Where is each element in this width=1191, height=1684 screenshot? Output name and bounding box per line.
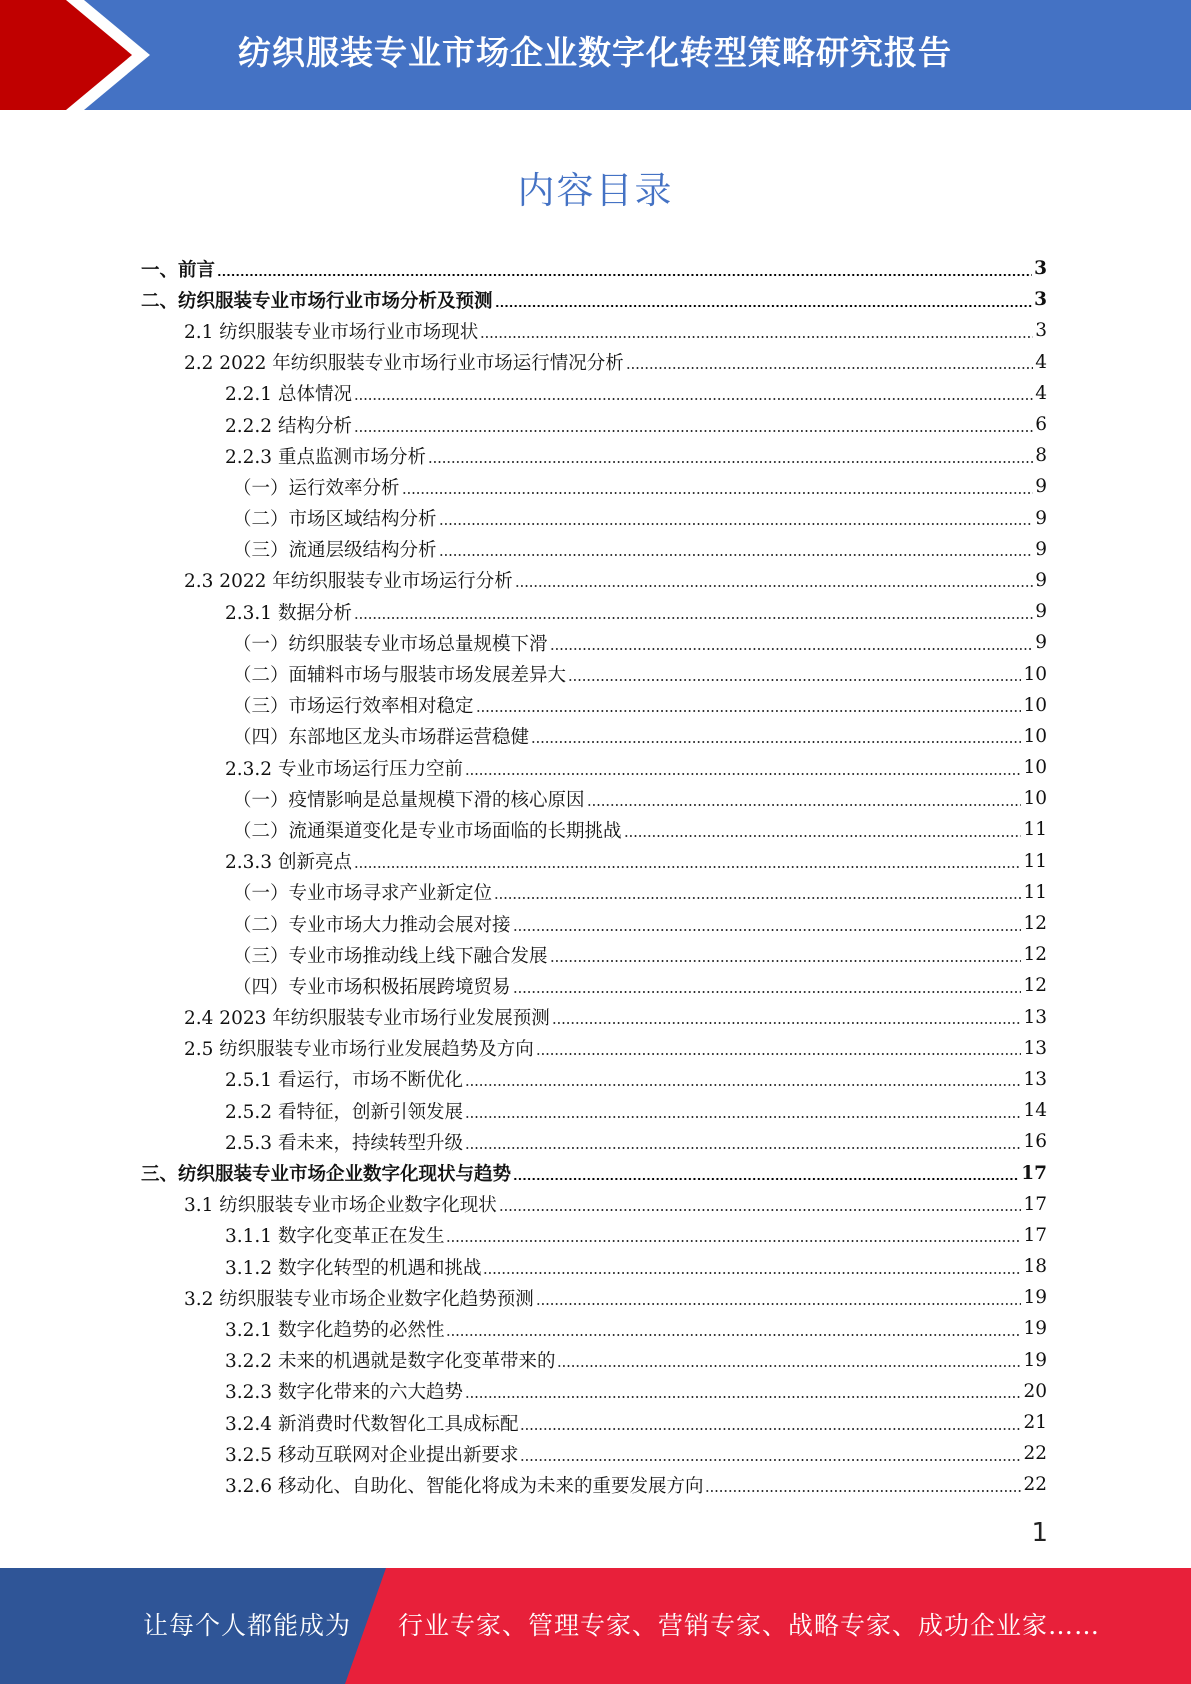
footer-slogan-right: 行业专家、管理专家、营销专家、战略专家、成功企业家…… [398, 1611, 1101, 1640]
toc-entry-title: （二）流通渠道变化是专业市场面临的长期挑战 [233, 820, 622, 842]
toc-dot-leader [495, 305, 1033, 307]
toc-entry-title: 一、前言 [141, 259, 216, 281]
toc-entry-page: 9 [1035, 601, 1047, 623]
toc-dot-leader [476, 710, 1022, 712]
footer-slogan-left: 让每个人都能成为 [143, 1611, 352, 1640]
toc-entry[interactable] [0, 565, 1191, 596]
toc-entry[interactable] [0, 1251, 1191, 1282]
toc-dot-leader [494, 897, 1021, 899]
toc-dot-leader [465, 773, 1021, 775]
toc-dot-leader [465, 1396, 1021, 1398]
toc-entry-page: 17 [1023, 1193, 1047, 1215]
toc-dot-leader [483, 1272, 1021, 1274]
toc-dot-leader [552, 1022, 1022, 1024]
toc-entry-title: （二）市场区域结构分析 [233, 509, 437, 531]
toc-entry-title: 2.3.3 创新亮点 [225, 852, 352, 874]
toc-entry-title: 3.2.2 未来的机遇就是数字化变革带来的 [225, 1351, 556, 1373]
toc-entry-title: 2.1 纺织服装专业市场行业市场现状 [184, 321, 479, 343]
toc-entry-title: 2.5.1 看运行，市场不断优化 [225, 1070, 463, 1092]
toc-dot-leader [626, 367, 1033, 369]
toc-entry[interactable] [0, 783, 1191, 814]
toc-entry[interactable] [0, 440, 1191, 471]
toc-dot-leader [520, 1459, 1021, 1461]
toc-dot-leader [557, 1365, 1021, 1367]
toc-entry-page: 12 [1023, 944, 1047, 966]
toc-dot-leader [568, 679, 1021, 681]
toc-entry-title: （一）疫情影响是总量规模下滑的核心原因 [233, 789, 585, 811]
toc-entry[interactable] [0, 596, 1191, 627]
toc-entry-page: 10 [1023, 663, 1047, 685]
toc-entry[interactable] [0, 315, 1191, 346]
toc-entry-page: 10 [1023, 725, 1047, 747]
toc-dot-leader [624, 835, 1022, 837]
toc-entry[interactable] [0, 253, 1191, 284]
toc-entry[interactable] [0, 471, 1191, 502]
toc-entry-title: 2.3.1 数据分析 [225, 602, 352, 624]
toc-entry[interactable] [0, 1282, 1191, 1313]
toc-entry[interactable] [0, 877, 1191, 908]
toc-entry-page: 13 [1023, 1037, 1047, 1059]
toc-entry-page: 17 [1021, 1162, 1047, 1184]
toc-entry[interactable] [0, 658, 1191, 689]
toc-dot-leader [354, 866, 1022, 868]
toc-entry-title: 3.2.1 数字化趋势的必然性 [225, 1319, 445, 1341]
toc-entry[interactable] [0, 939, 1191, 970]
toc-entry[interactable] [0, 908, 1191, 939]
toc-dot-leader [499, 1209, 1022, 1211]
toc-dot-leader [513, 1178, 1019, 1180]
toc-entry-title: 2.5 纺织服装专业市场行业发展趋势及方向 [184, 1039, 534, 1061]
toc-entry-title: （四）专业市场积极拓展跨境贸易 [233, 976, 511, 998]
toc-entry-title: 二、纺织服装专业市场行业市场分析及预测 [141, 290, 493, 312]
toc-dot-leader [587, 804, 1022, 806]
toc-dot-leader [446, 1334, 1021, 1336]
toc-entry-page: 10 [1023, 694, 1047, 716]
toc-entry-page: 11 [1023, 850, 1047, 872]
toc-entry-page: 9 [1035, 632, 1047, 654]
toc-entry-page: 20 [1023, 1380, 1047, 1402]
toc-dot-leader [465, 1084, 1021, 1086]
toc-entry[interactable] [0, 347, 1191, 378]
toc-entry[interactable] [0, 1064, 1191, 1095]
toc-entry[interactable] [0, 378, 1191, 409]
toc-entry-page: 4 [1035, 382, 1047, 404]
header-banner [0, 0, 1191, 110]
toc-dot-leader [465, 1147, 1021, 1149]
toc-dot-leader [402, 492, 1034, 494]
toc-entry-title: 2.3.2 专业市场运行压力空前 [225, 758, 463, 780]
toc-entry-page: 10 [1023, 757, 1047, 779]
toc-entry[interactable] [0, 409, 1191, 440]
toc-entry-page: 3 [1035, 320, 1047, 342]
toc-entry-title: 2.2.3 重点监测市场分析 [225, 446, 426, 468]
toc-entry-page: 17 [1023, 1224, 1047, 1246]
toc-entry-page: 8 [1035, 445, 1047, 467]
toc-entry-title: 3.1.1 数字化变革正在发生 [225, 1226, 445, 1248]
toc-entry-title: 2.3 2022 年纺织服装专业市场运行分析 [184, 571, 513, 593]
toc-entry[interactable] [0, 1220, 1191, 1251]
toc-entry-page: 22 [1023, 1443, 1047, 1465]
toc-entry-title: 3.2.6 移动化、自助化、智能化将成为未来的重要发展方向 [225, 1475, 704, 1497]
toc-entry-page: 14 [1023, 1100, 1047, 1122]
toc-dot-leader [536, 1303, 1022, 1305]
toc-dot-leader [217, 274, 1032, 276]
toc-entry[interactable] [0, 1126, 1191, 1157]
toc-entry-page: 9 [1035, 569, 1047, 591]
toc-entry-page: 16 [1023, 1131, 1047, 1153]
toc-entry-page: 3 [1034, 258, 1047, 280]
toc-entry-title: 3.2.5 移动互联网对企业提出新要求 [225, 1444, 519, 1466]
toc-entry-title: （三）市场运行效率相对稳定 [233, 696, 474, 718]
toc-entry-page: 22 [1023, 1474, 1047, 1496]
toc-entry-title: 3.2.3 数字化带来的六大趋势 [225, 1382, 463, 1404]
toc-entry[interactable] [0, 1002, 1191, 1033]
toc-entry-page: 12 [1023, 913, 1047, 935]
toc-entry-title: （三）流通层级结构分析 [233, 540, 437, 562]
toc-entry-page: 10 [1023, 788, 1047, 810]
toc-entry[interactable] [0, 721, 1191, 752]
table-of-contents [0, 253, 1191, 1501]
toc-entry[interactable] [0, 1407, 1191, 1438]
toc-dot-leader [446, 1240, 1021, 1242]
toc-entry[interactable] [0, 1469, 1191, 1500]
toc-entry-page: 13 [1023, 1006, 1047, 1028]
toc-entry-page: 3 [1034, 289, 1047, 311]
toc-entry-page: 11 [1023, 819, 1047, 841]
toc-dot-leader [354, 398, 1033, 400]
toc-entry[interactable] [0, 690, 1191, 721]
toc-entry-title: 三、纺织服装专业市场企业数字化现状与趋势 [141, 1164, 512, 1186]
toc-entry[interactable] [0, 1095, 1191, 1126]
toc-dot-leader [354, 617, 1033, 619]
toc-entry[interactable] [0, 1033, 1191, 1064]
toc-entry[interactable] [0, 627, 1191, 658]
toc-entry-page: 19 [1023, 1349, 1047, 1371]
toc-entry-page: 6 [1035, 414, 1047, 436]
toc-entry[interactable] [0, 1313, 1191, 1344]
toc-entry-page: 18 [1023, 1256, 1047, 1278]
toc-dot-leader [550, 960, 1022, 962]
toc-dot-leader [536, 1053, 1022, 1055]
toc-dot-leader [550, 648, 1034, 650]
toc-entry-page: 13 [1023, 1068, 1047, 1090]
toc-entry[interactable] [0, 1376, 1191, 1407]
toc-entry[interactable] [0, 284, 1191, 315]
toc-entry-title: （四）东部地区龙头市场群运营稳健 [233, 727, 530, 749]
toc-dot-leader [513, 929, 1022, 931]
toc-dot-leader [439, 523, 1034, 525]
toc-entry-title: 2.2.1 总体情况 [225, 384, 352, 406]
toc-heading: 内容目录 [517, 169, 674, 212]
toc-entry[interactable] [0, 1345, 1191, 1376]
toc-entry-title: 3.2.4 新消费时代数智化工具成标配 [225, 1413, 519, 1435]
footer-banner [0, 1568, 1191, 1684]
toc-dot-leader [465, 1116, 1021, 1118]
toc-entry[interactable] [0, 1189, 1191, 1220]
toc-entry[interactable] [0, 1438, 1191, 1469]
toc-entry-page: 9 [1035, 538, 1047, 560]
toc-entry-page: 19 [1023, 1287, 1047, 1309]
toc-dot-leader [480, 336, 1033, 338]
toc-entry-title: （二）专业市场大力推动会展对接 [233, 914, 511, 936]
toc-entry-title: 3.1.2 数字化转型的机遇和挑战 [225, 1257, 482, 1279]
toc-entry-title: 2.4 2023 年纺织服装专业市场行业发展预测 [184, 1008, 550, 1030]
toc-entry-title: 3.1 纺织服装专业市场企业数字化现状 [184, 1195, 497, 1217]
toc-entry-title: （一）专业市场寻求产业新定位 [233, 883, 493, 905]
toc-entry-title: （一）运行效率分析 [233, 477, 400, 499]
toc-entry-title: （一）纺织服装专业市场总量规模下滑 [233, 633, 548, 655]
toc-entry[interactable] [0, 1157, 1191, 1188]
page-number: 1 [1031, 1518, 1048, 1548]
toc-entry-title: （三）专业市场推动线上线下融合发展 [233, 945, 548, 967]
toc-entry-title: 2.2 2022 年纺织服装专业市场行业市场运行情况分析 [184, 353, 624, 375]
toc-dot-leader [428, 461, 1033, 463]
toc-entry-title: 2.5.2 看特征，创新引领发展 [225, 1101, 463, 1123]
toc-dot-leader [513, 991, 1022, 993]
toc-entry-title: 2.2.2 结构分析 [225, 415, 352, 437]
toc-entry-page: 9 [1035, 507, 1047, 529]
toc-dot-leader [705, 1490, 1021, 1492]
report-title: 纺织服装专业市场企业数字化转型策略研究报告 [238, 33, 952, 72]
toc-dot-leader [354, 430, 1033, 432]
toc-entry-title: 3.2 纺织服装专业市场企业数字化趋势预测 [184, 1288, 534, 1310]
toc-entry-page: 4 [1035, 351, 1047, 373]
toc-entry[interactable] [0, 752, 1191, 783]
toc-entry-page: 12 [1023, 975, 1047, 997]
toc-dot-leader [515, 585, 1033, 587]
toc-entry-page: 21 [1023, 1412, 1047, 1434]
toc-dot-leader [520, 1428, 1021, 1430]
toc-entry[interactable] [0, 814, 1191, 845]
toc-entry-page: 9 [1035, 476, 1047, 498]
toc-entry-page: 19 [1023, 1318, 1047, 1340]
toc-entry[interactable] [0, 534, 1191, 565]
toc-entry-page: 11 [1023, 881, 1047, 903]
toc-dot-leader [439, 554, 1034, 556]
toc-dot-leader [531, 741, 1021, 743]
toc-entry[interactable] [0, 846, 1191, 877]
toc-entry-title: 2.5.3 看未来，持续转型升级 [225, 1132, 463, 1154]
toc-entry-title: （二）面辅料市场与服装市场发展差异大 [233, 665, 567, 687]
toc-entry[interactable] [0, 503, 1191, 534]
toc-entry[interactable] [0, 970, 1191, 1001]
